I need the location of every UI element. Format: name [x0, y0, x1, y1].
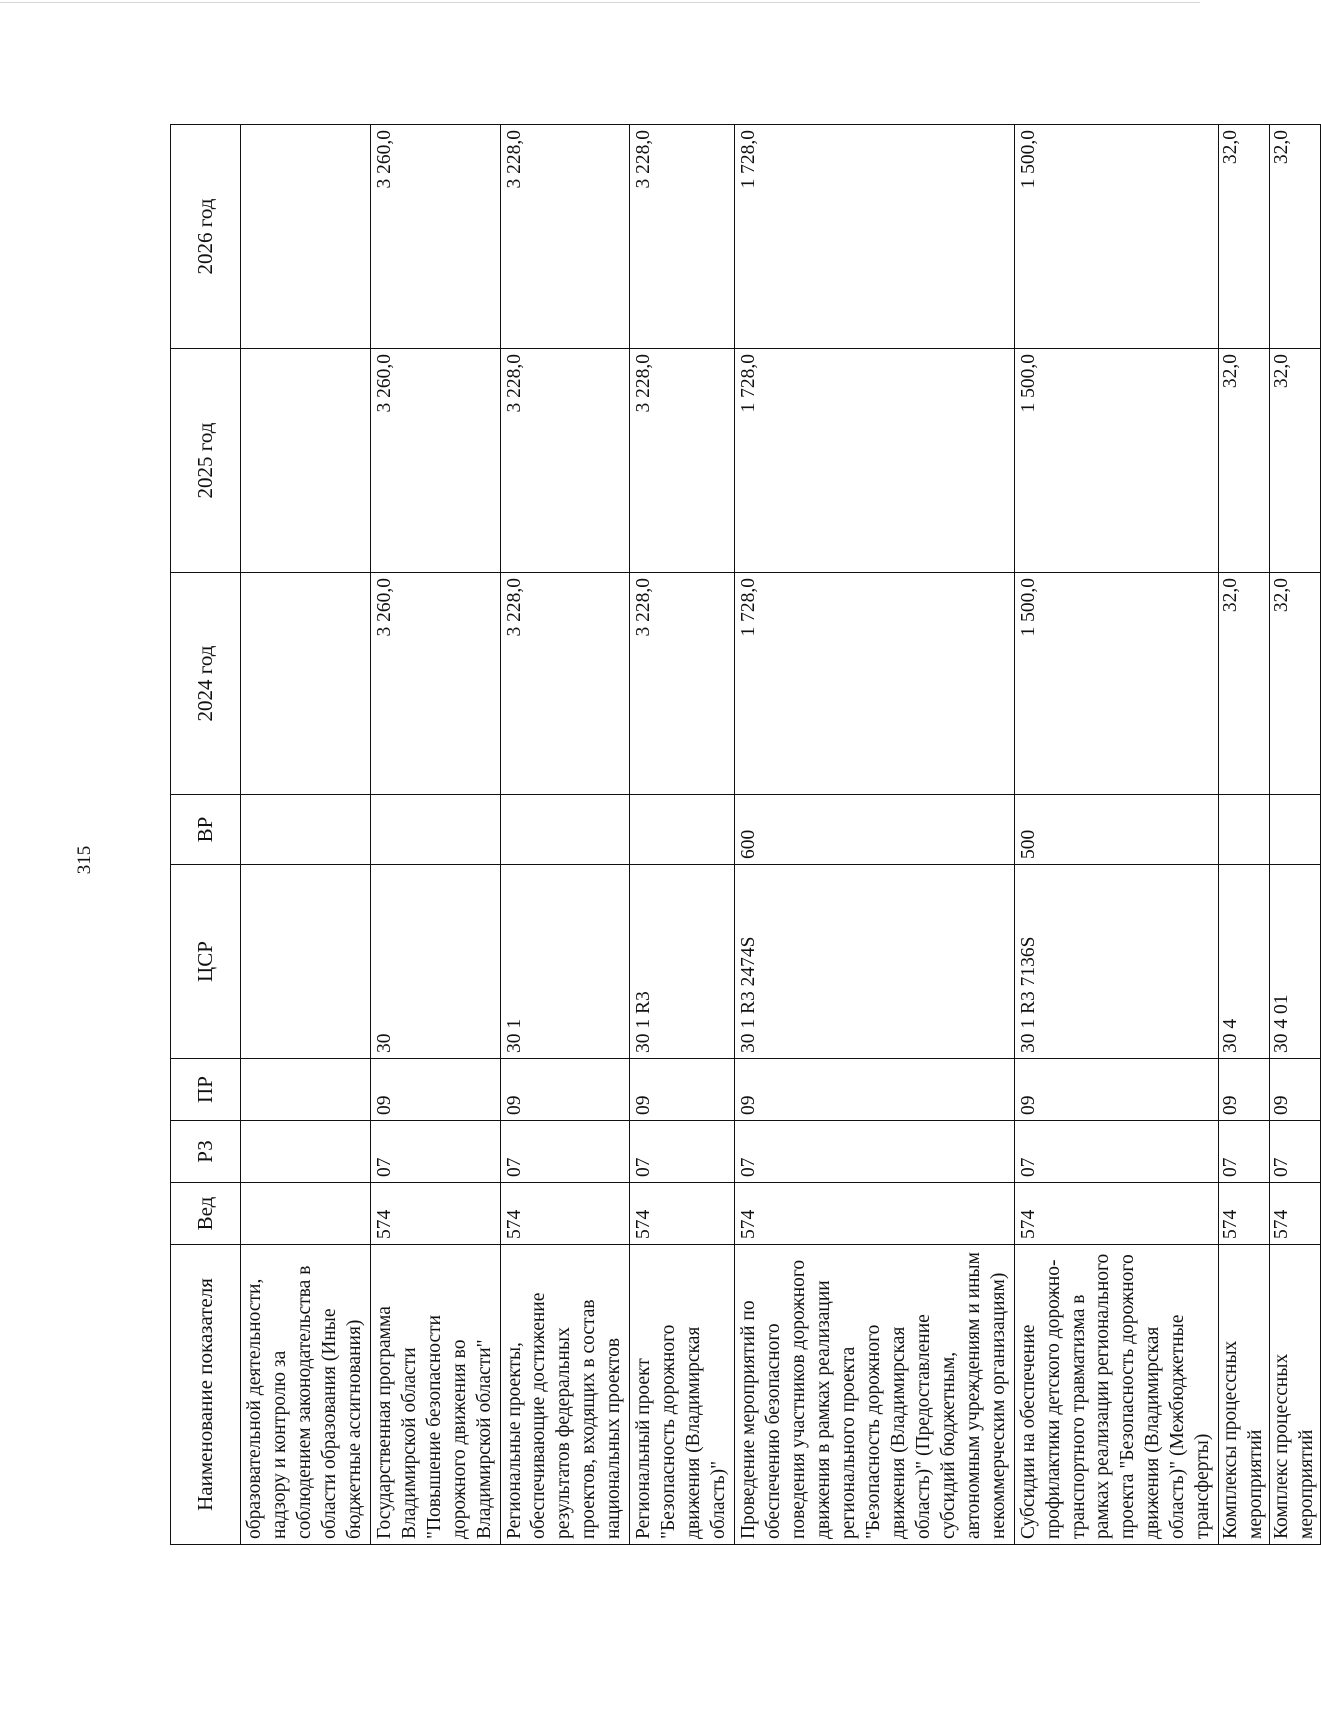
- cell-2024: 1 500,0: [1014, 573, 1219, 795]
- cell-2024: 3 228,0: [630, 573, 735, 795]
- cell-pr: 09: [1219, 1059, 1270, 1121]
- cell-pr: [241, 1059, 371, 1121]
- cell-vr: [370, 795, 500, 865]
- cell-name: образовательной деятельности, надзору и контролю за соблюдением законодательства в области образования (Иные бюджетные ассигнования): [241, 1245, 371, 1545]
- cell-rz: 07: [630, 1121, 735, 1183]
- cell-name: Проведение мероприятий по обеспечению безопасного поведения участников дорожного движения в рамках реализации регионального проекта "Безопасность дорожного движения (Владимирская область)" (Предоставление субсидий бюджетным, автономным учреждениям и иным некоммерческим организациям): [735, 1245, 1014, 1545]
- cell-ved: 574: [1270, 1183, 1321, 1245]
- cell-2026: 32,0: [1219, 125, 1270, 349]
- cell-csr: 30: [370, 865, 500, 1059]
- cell-2025: 3 260,0: [370, 349, 500, 573]
- table-row: [241, 125, 371, 1545]
- rotated-table-container: [170, 125, 1318, 1545]
- cell-vr: 600: [735, 795, 1014, 865]
- cell-pr: 09: [500, 1059, 630, 1121]
- table-row: [1270, 125, 1321, 1545]
- cell-2025: 1 500,0: [1014, 349, 1219, 573]
- cell-pr: 09: [630, 1059, 735, 1121]
- cell-csr: 30 1 R3 7136S: [1014, 865, 1219, 1059]
- cell-ved: 574: [1014, 1183, 1219, 1245]
- cell-2024: 32,0: [1270, 573, 1321, 795]
- header-2025: 2025 год: [171, 349, 241, 573]
- cell-rz: 07: [370, 1121, 500, 1183]
- cell-pr: 09: [735, 1059, 1014, 1121]
- cell-2026: 1 500,0: [1014, 125, 1219, 349]
- cell-name: Региональный проект "Безопасность дорожного движения (Владимирская область)": [630, 1245, 735, 1545]
- cell-csr: 30 1 R3 2474S: [735, 865, 1014, 1059]
- table-row: [1014, 125, 1219, 1545]
- cell-2025: 3 228,0: [630, 349, 735, 573]
- cell-csr: 30 1: [500, 865, 630, 1059]
- header-ved: Вед: [171, 1183, 241, 1245]
- cell-2024: 3 228,0: [500, 573, 630, 795]
- cell-2026: 3 228,0: [630, 125, 735, 349]
- cell-vr: [241, 795, 371, 865]
- cell-2026: 3 260,0: [370, 125, 500, 349]
- cell-csr: [241, 865, 371, 1059]
- cell-rz: 07: [1270, 1121, 1321, 1183]
- cell-vr: 500: [1014, 795, 1219, 865]
- cell-vr: [1270, 795, 1321, 865]
- cell-ved: 574: [370, 1183, 500, 1245]
- cell-vr: [500, 795, 630, 865]
- table-header-row: [171, 125, 241, 1545]
- cell-csr: 30 4 01: [1270, 865, 1321, 1059]
- cell-2026: 1 728,0: [735, 125, 1014, 349]
- cell-2025: 32,0: [1270, 349, 1321, 573]
- cell-ved: [241, 1183, 371, 1245]
- header-csr: ЦСР: [171, 865, 241, 1059]
- cell-2025: 3 228,0: [500, 349, 630, 573]
- header-2026: 2026 год: [171, 125, 241, 349]
- table-row: [1219, 125, 1270, 1545]
- cell-csr: 30 4: [1219, 865, 1270, 1059]
- cell-ved: 574: [630, 1183, 735, 1245]
- header-vr: ВР: [171, 795, 241, 865]
- page-number: 315: [74, 845, 95, 875]
- cell-2025: 1 728,0: [735, 349, 1014, 573]
- cell-ved: 574: [735, 1183, 1014, 1245]
- cell-2024: 3 260,0: [370, 573, 500, 795]
- cell-pr: 09: [1270, 1059, 1321, 1121]
- cell-vr: [630, 795, 735, 865]
- cell-csr: 30 1 R3: [630, 865, 735, 1059]
- cell-2025: [241, 349, 371, 573]
- cell-name: Комплекс процессных мероприятий: [1270, 1245, 1321, 1545]
- cell-name: Субсидии на обеспечение профилактики детского дорожно-транспортного травматизма в рамках реализации регионального проекта "Безопасность дорожного движения (Владимирская область)" (Межбюджетные трансферты): [1014, 1245, 1219, 1545]
- cell-2026: 32,0: [1270, 125, 1321, 349]
- header-name: Наименование показателя: [171, 1245, 241, 1545]
- cell-rz: 07: [500, 1121, 630, 1183]
- cell-2024: [241, 573, 371, 795]
- cell-2025: 32,0: [1219, 349, 1270, 573]
- table-row: [630, 125, 735, 1545]
- cell-2024: 32,0: [1219, 573, 1270, 795]
- table-row: [370, 125, 500, 1545]
- cell-rz: 07: [1014, 1121, 1219, 1183]
- header-pr: ПР: [171, 1059, 241, 1121]
- cell-2024: 1 728,0: [735, 573, 1014, 795]
- scan-edge-line: [0, 2, 1200, 3]
- cell-ved: 574: [1219, 1183, 1270, 1245]
- cell-vr: [1219, 795, 1270, 865]
- cell-pr: 09: [370, 1059, 500, 1121]
- cell-rz: 07: [1219, 1121, 1270, 1183]
- cell-name: Государственная программа Владимирской области "Повышение безопасности дорожного движения во Владимирской области": [370, 1245, 500, 1545]
- cell-name: Комплексы процессных мероприятий: [1219, 1245, 1270, 1545]
- cell-2026: 3 228,0: [500, 125, 630, 349]
- cell-2026: [241, 125, 371, 349]
- table-row: [500, 125, 630, 1545]
- cell-rz: [241, 1121, 371, 1183]
- cell-pr: 09: [1014, 1059, 1219, 1121]
- budget-table: [170, 124, 1321, 1545]
- header-rz: РЗ: [171, 1121, 241, 1183]
- header-2024: 2024 год: [171, 573, 241, 795]
- cell-ved: 574: [500, 1183, 630, 1245]
- cell-rz: 07: [735, 1121, 1014, 1183]
- cell-name: Региональные проекты, обеспечивающие достижение результатов федеральных проектов, входящих в состав национальных проектов: [500, 1245, 630, 1545]
- table-row: [735, 125, 1014, 1545]
